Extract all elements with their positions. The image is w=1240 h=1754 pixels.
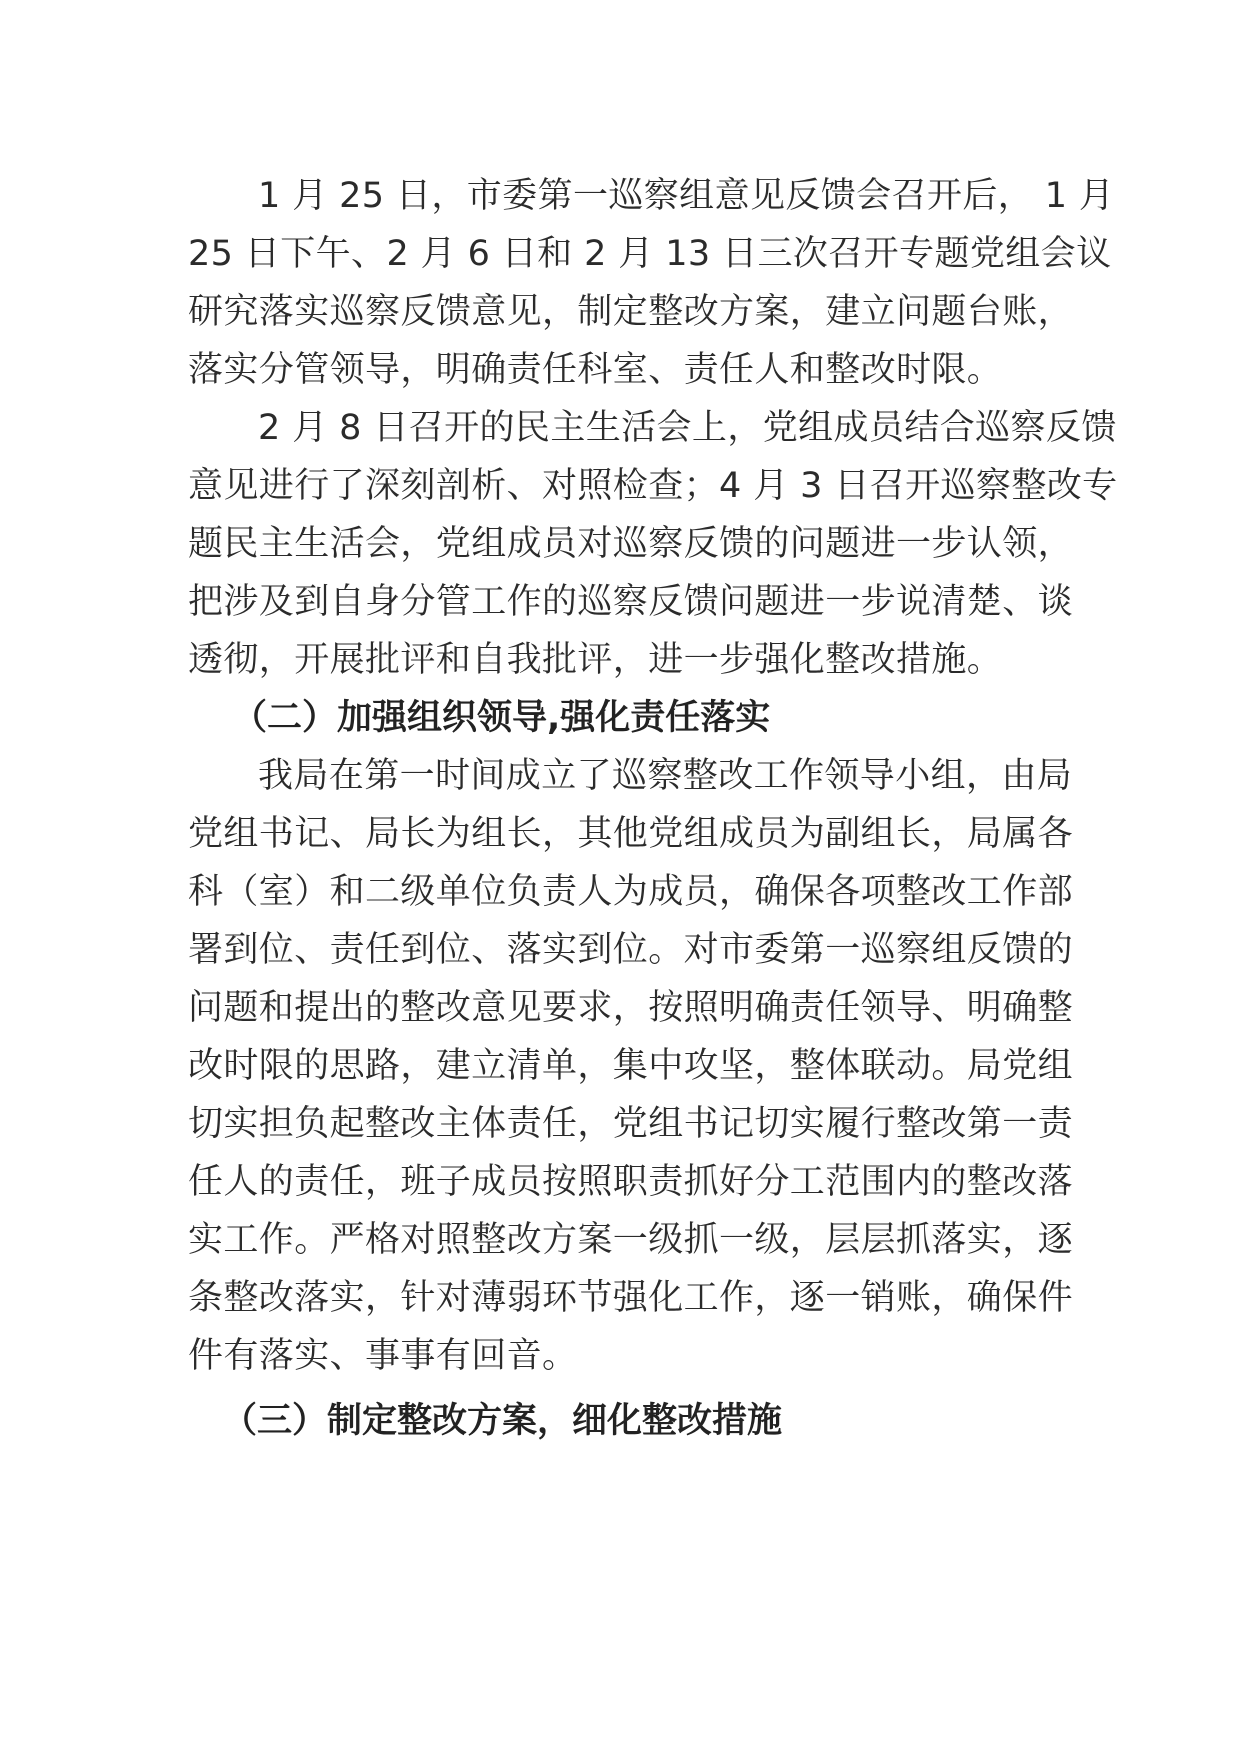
paragraph-3-line-8: 任人的责任，班子成员按照职责抓好分工范围内的整改落 xyxy=(188,1162,1074,1202)
paragraph-3-line-11: 件有落实、事事有回音。 xyxy=(188,1336,578,1376)
paragraph-3-line-6: 改时限的思路，建立清单，集中攻坚，整体联动。局党组 xyxy=(188,1046,1074,1086)
paragraph-3-line-2: 党组书记、局长为组长，其他党组成员为副组长，局属各 xyxy=(188,814,1074,854)
paragraph-3-line-7: 切实担负起整改主体责任，党组书记切实履行整改第一责 xyxy=(188,1104,1074,1144)
paragraph-3-line-10: 条整改落实，针对薄弱环节强化工作，逐一销账，确保件 xyxy=(188,1278,1074,1318)
paragraph-1-line-2: 25 日下午、2 月 6 日和 2 月 13 日三次召开专题党组会议 xyxy=(188,234,1112,274)
section-heading-2: （二）加强组织领导,强化责任落实 xyxy=(232,698,771,738)
paragraph-3-line-1: 我局在第一时间成立了巡察整改工作领导小组，由局 xyxy=(258,756,1073,796)
section-heading-3: （三）制定整改方案，细化整改措施 xyxy=(222,1401,783,1441)
paragraph-1-line-3: 研究落实巡察反馈意见，制定整改方案，建立问题台账， xyxy=(188,292,1074,332)
paragraph-2-line-5: 透彻，开展批评和自我批评，进一步强化整改措施。 xyxy=(188,640,1003,680)
paragraph-1-line-4: 落实分管领导，明确责任科室、责任人和整改时限。 xyxy=(188,350,1003,390)
paragraph-3-line-4: 署到位、责任到位、落实到位。对市委第一巡察组反馈的 xyxy=(188,930,1074,970)
paragraph-2-line-1: 2 月 8 日召开的民主生活会上，党组成员结合巡察反馈 xyxy=(258,408,1117,448)
paragraph-2-line-2: 意见进行了深刻剖析、对照检查；4 月 3 日召开巡察整改专 xyxy=(188,466,1118,506)
paragraph-2-line-4: 把涉及到自身分管工作的巡察反馈问题进一步说清楚、谈 xyxy=(188,582,1074,622)
paragraph-1-line-1: 1 月 25 日，市委第一巡察组意见反馈会召开后， 1 月 xyxy=(258,176,1115,216)
paragraph-2-line-3: 题民主生活会，党组成员对巡察反馈的问题进一步认领， xyxy=(188,524,1074,564)
paragraph-3-line-5: 问题和提出的整改意见要求，按照明确责任领导、明确整 xyxy=(188,988,1074,1028)
paragraph-3-line-9: 实工作。严格对照整改方案一级抓一级，层层抓落实，逐 xyxy=(188,1220,1074,1260)
paragraph-3-line-3: 科（室）和二级单位负责人为成员，确保各项整改工作部 xyxy=(188,872,1074,912)
